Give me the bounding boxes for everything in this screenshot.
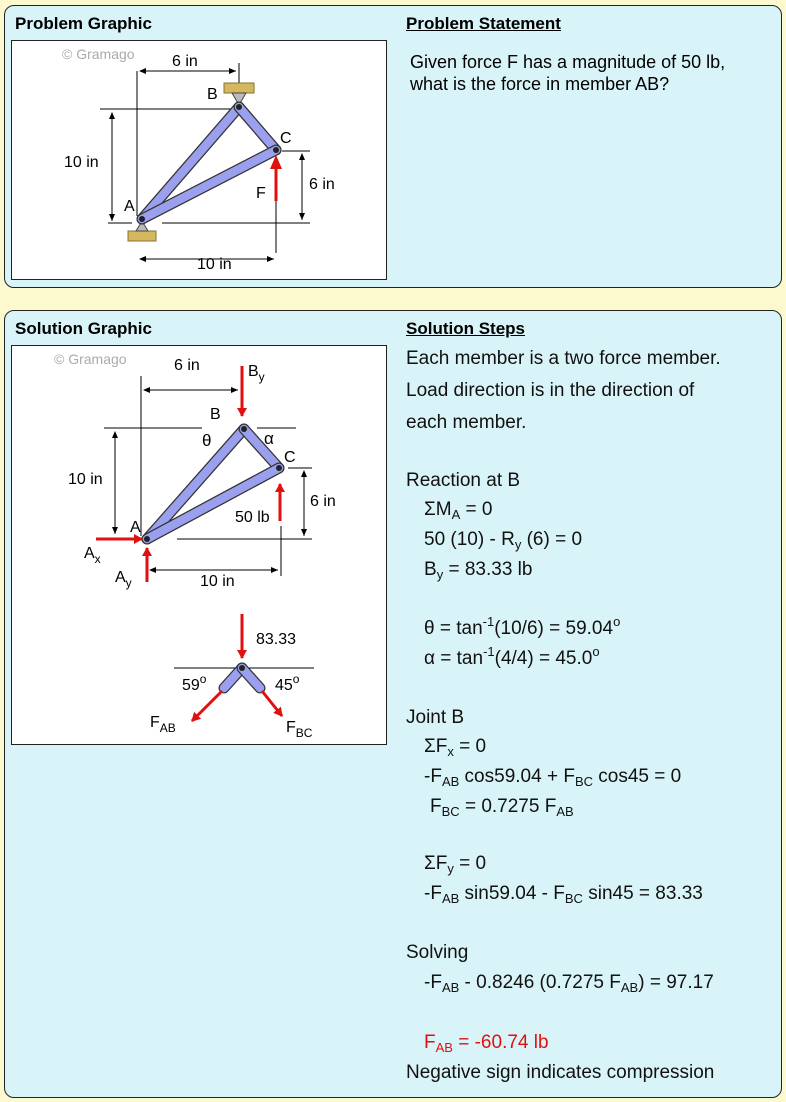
angle-right-label: 45$^o$ (275, 672, 300, 694)
label-b-2: B (210, 406, 221, 423)
member-ab (142, 107, 239, 219)
solution-steps (406, 311, 776, 1091)
reaction-title: Reaction at B (406, 470, 521, 491)
fbc-arrow (262, 691, 282, 716)
eq-by: $B_y = 83.33$ lb (424, 559, 533, 582)
problem-statement-line1: Given force F has a magnitude of 50 lb, (410, 52, 726, 72)
problem-statement-title: Problem Statement (406, 14, 561, 33)
eq-solving: $-F_{AB} - 0.8246$ (0.7275 $F_{AB}) = 97.17$ (424, 972, 714, 995)
dim-left-label-2: 10 in (68, 471, 103, 488)
label-c: C (280, 130, 292, 147)
joint-force-label: 83.33 (256, 631, 297, 648)
truss-diagram (12, 41, 385, 278)
joint-a-2 (144, 536, 150, 542)
eq-sum-fy: $\Sigma F_y = 0$ (424, 853, 487, 876)
label-c-2: C (284, 449, 296, 466)
dim-bottom-label-2: 10 in (200, 573, 235, 590)
eq-fbc: $F_{BC} = 0.7275$ $F_{AB}$ (430, 796, 574, 819)
dim-top-label: 6 in (172, 53, 198, 70)
label-a-2: A (130, 519, 141, 536)
copyright-text: © Gramago (62, 46, 135, 62)
solution-graphic (11, 345, 387, 745)
solution-steps-title: Solution Steps (406, 319, 525, 338)
member-bc (239, 107, 276, 150)
label-f: F (256, 185, 266, 202)
alpha-label: α (264, 429, 274, 448)
eq-sum-fx: $\Sigma F_x = 0$ (424, 736, 487, 759)
joint-b-2 (241, 426, 247, 432)
intro-line2: Load direction is in the direction of (406, 380, 695, 401)
member-ab-2 (147, 429, 244, 539)
dim-right-label-2: 6 in (310, 493, 336, 510)
eq-theta: $\theta = \tan^{-1}(10/6) = 59.04^o$ (424, 614, 621, 639)
label-ay: $A_y$ (115, 569, 132, 590)
fab-arrow (192, 691, 222, 721)
eq-alpha: $\alpha = \tan^{-1}(4/4) = 45.0^o$ (424, 644, 600, 669)
joint-c-2 (276, 465, 282, 471)
eq-moment: 50 $(10) - R_y$ (6) = 0 (424, 529, 583, 552)
dim-left-label: 10 in (64, 154, 99, 171)
eq-fx: $-F_{AB}$ $\cos 59.04 + F_{BC}$ cos45 = 0 (424, 766, 682, 789)
theta-label: θ (202, 431, 212, 450)
result-fab: $F_{AB} = -60.74$ lb (424, 1032, 549, 1055)
load-label: 50 lb (235, 509, 270, 526)
joint-c (273, 147, 279, 153)
joint-b (236, 104, 242, 110)
angle-left-label: 59$^o$ (182, 672, 207, 694)
solution-panel (4, 310, 782, 1098)
dim-right-label: 6 in (309, 176, 335, 193)
solution-graphic-title: Solution Graphic (15, 319, 152, 338)
support-a (128, 231, 156, 241)
conclusion: Negative sign indicates compression (406, 1062, 715, 1083)
intro-line1: Each member is a two force member. (406, 348, 721, 369)
fab-label: $F_{AB}$ (150, 714, 176, 735)
problem-graphic-title: Problem Graphic (15, 14, 152, 33)
label-ax: $A_x$ (84, 545, 101, 566)
member-ac-2 (147, 468, 279, 539)
fbc-label: $F_{BC}$ (286, 719, 313, 740)
joint-title: Joint B (406, 707, 465, 728)
eq-fy: $-F_{AB}$ $\sin 59.04 - F_{BC}$ sin45 = 83.33 (424, 883, 703, 906)
problem-statement-line2: what is the force in member AB? (410, 74, 670, 94)
eq-sum-moment: $\Sigma M_A = 0$ (424, 499, 493, 522)
joint-a (139, 216, 145, 222)
dim-top-label-2: 6 in (174, 357, 200, 374)
problem-panel (4, 5, 782, 288)
label-a: A (124, 198, 135, 215)
copyright-text-2: © Gramago (54, 351, 127, 367)
joint-b-fbd (239, 665, 245, 671)
support-b (224, 83, 254, 93)
solving-title: Solving (406, 942, 469, 963)
label-by: $B_y$ (248, 363, 265, 384)
solution-diagram (12, 346, 385, 743)
problem-graphic (11, 40, 387, 280)
intro-line3: each member. (406, 412, 527, 433)
dim-bottom-label: 10 in (197, 256, 232, 273)
label-b: B (207, 86, 218, 103)
